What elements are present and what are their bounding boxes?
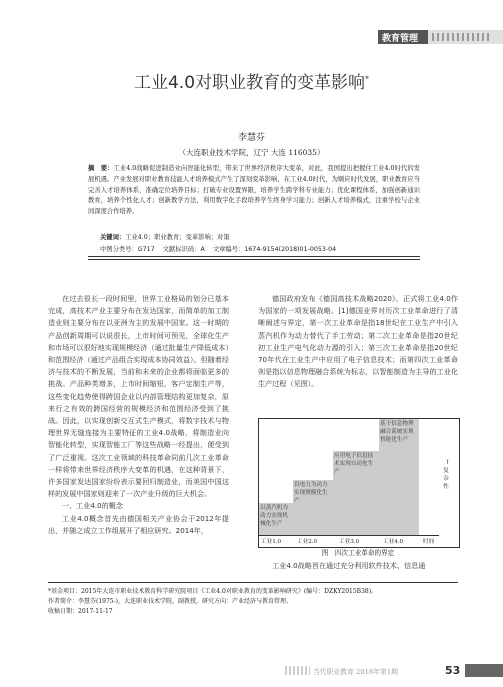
keywords-text: 工业4.0；职业教育；变革影响；对策 <box>125 234 230 241</box>
intro-paragraph: 在过去很长一段时间里，世界工业格局的划分已基本完成，高技术产业主要分布在发达国家，而简单的加工制造业则主要分布在以亚洲为主的发展中国家。这一时期的产品创新周期可以说很长，上市时间可预见，全球化生产和市场可以很好地实现规模经济（通过批量生产降低成本）和范围经济（通过产品组合实现成本协同效益）。但随着经济与技术的不断发展，当前和未来的企业都将面临更多的挑战。产品种类增多，上市时间缩短，客户定制生产等，这些变化趋势使得跨国企业以内部管理结构更加复杂，原来行之有效的跨国经营的规模经济和范围经济受到了挑战。因此，以实现创新交互式生产模式，将数字技术与物理世界无缝连接为主要特征的工业4.0战略，将制造业向智能化转型，实现智能工厂等这些战略一经提出，便受到了广泛重视。这次工业领域的科技革命同前几次工业革命一样将带来世界经济秩序大变革的机遇，在这种背景下，许多国家发达国家纷纷表示要回归制造业，而美国中国这样的发展中国家则迎来了一次产业升级的巨大机会。 <box>48 294 229 499</box>
keywords <box>100 232 230 241</box>
fund-note: *基金项目：2015年大连市职业技术教育科学研究院项目《工业4.0对职业教育的变革影响研究》(编号：DZKY2015B38)。 <box>48 588 378 595</box>
document-code: 文献标识码：A <box>162 246 205 253</box>
section-heading: 一、工业4.0的概念 <box>62 501 123 511</box>
box-industry-1: 以蒸汽机为动力实现机械化生产 <box>259 503 293 535</box>
figure-caption: 图 四次工业革命的界定 <box>321 549 395 557</box>
author: 李慧芬 <box>237 133 265 143</box>
title-text: 工业4.0对职业教育的变革影响 <box>133 73 366 93</box>
box-industry-4: 基于信息物理融合系统实现智能化生产 <box>379 419 419 535</box>
footer-stripes <box>285 666 310 675</box>
affiliation: （大连职业技术学院，辽宁 大连 116035） <box>178 148 325 157</box>
axis-label-2: 工业2.0 <box>297 539 318 545</box>
clc-number: 中图分类号：G717 <box>100 246 155 253</box>
article-number: 文章编号：1674-9154(2018)01-0053-04 <box>212 246 337 253</box>
figure-industrial-revolutions <box>258 418 460 548</box>
right-column <box>258 293 458 391</box>
arrow-up-icon: ↑ <box>445 459 451 466</box>
axis-label-1: 工业1.0 <box>261 539 282 545</box>
left-column <box>48 293 229 537</box>
time-axis <box>259 535 439 536</box>
box-industry-3: 应用电子信息技术实现自动化生产 <box>333 451 379 535</box>
abstract-text: 工业4.0战略促进制造业向智能化转型，带来了世界经济秩序大变革，对此，我国提出把握住工业4.0时代的发展机遇。产业发展对职业教育技能人才培养模式产生了深刻变革影响，在工业4.0时代，为顺应时代发展，职业教育应当完善人才培养体系，准确定位培养目标；打破专业设置界限，培养学生跨学科专业能力；优化课程体系，加强创新通识教育，培养个性化人才；创新教学方法，利用数字化手段培养学生终身学习能力；创新人才培养模式，注重学校与企业间深度合作培养。 <box>88 165 421 216</box>
title-footnote-mark: * <box>365 74 370 84</box>
column-tag-label: 教育管理 <box>382 34 419 44</box>
box-industry-2: 以电力为动力实现规模化生产 <box>293 480 333 535</box>
footer-block <box>465 664 503 677</box>
publication-info: 当代职业教育 2018年第1期 <box>313 668 398 676</box>
column-tag-stripes <box>432 33 492 41</box>
complexity-label: 复杂性 <box>443 468 449 490</box>
column-tag <box>378 30 503 44</box>
classification-line <box>100 244 336 253</box>
axis-label-time: 时间 <box>423 539 435 545</box>
divider-bottom <box>88 259 420 260</box>
right-paragraph: 德国政府发布《德国高技术战略2020》，正式将工业4.0作为国家的一项发展战略。[1]德国业界对历次工业革命进行了清晰阐述与界定，第一次工业革命是指18世纪在工业生产中引入蒸汽机作为动力替代了手工劳动；第二次工业革命是指20世纪初工业生产电气化动力源的引入；第三次工业革命是指20世纪70年代在工业生产中应用了电子信息技术；而第四次工业革命则是指以信息物理融合系统为标志，以智能制造为主导的工业化生产过程（见图）。 <box>258 294 458 389</box>
divider-top <box>88 256 420 257</box>
page-number: 53 <box>445 664 461 677</box>
author-bio: 作者简介：李慧芬(1975-)，大连职业技术学院，副教授，研究方向：产业经济与教育管理。 <box>48 597 292 605</box>
page-footer <box>285 664 503 677</box>
section-paragraph: 工业4.0概念首先由德国相关产业协会于2012年提出，并随之成立工作组展开了相应研究。2014年， <box>48 513 229 535</box>
axis-label-4: 工业4.0 <box>383 539 404 545</box>
keywords-label: 关键词： <box>100 234 126 241</box>
received-date: 收稿日期：2017-11-17 <box>48 607 113 615</box>
abstract-label: 摘 要： <box>88 165 114 172</box>
axis-label-3: 工业3.0 <box>339 539 360 545</box>
right-paragraph-continued: 工业4.0战略旨在通过充分利用软件技术、信息通 <box>272 561 426 570</box>
footnote-divider <box>48 582 458 583</box>
article-title <box>0 68 503 93</box>
abstract <box>88 164 420 218</box>
footnotes <box>48 587 458 616</box>
